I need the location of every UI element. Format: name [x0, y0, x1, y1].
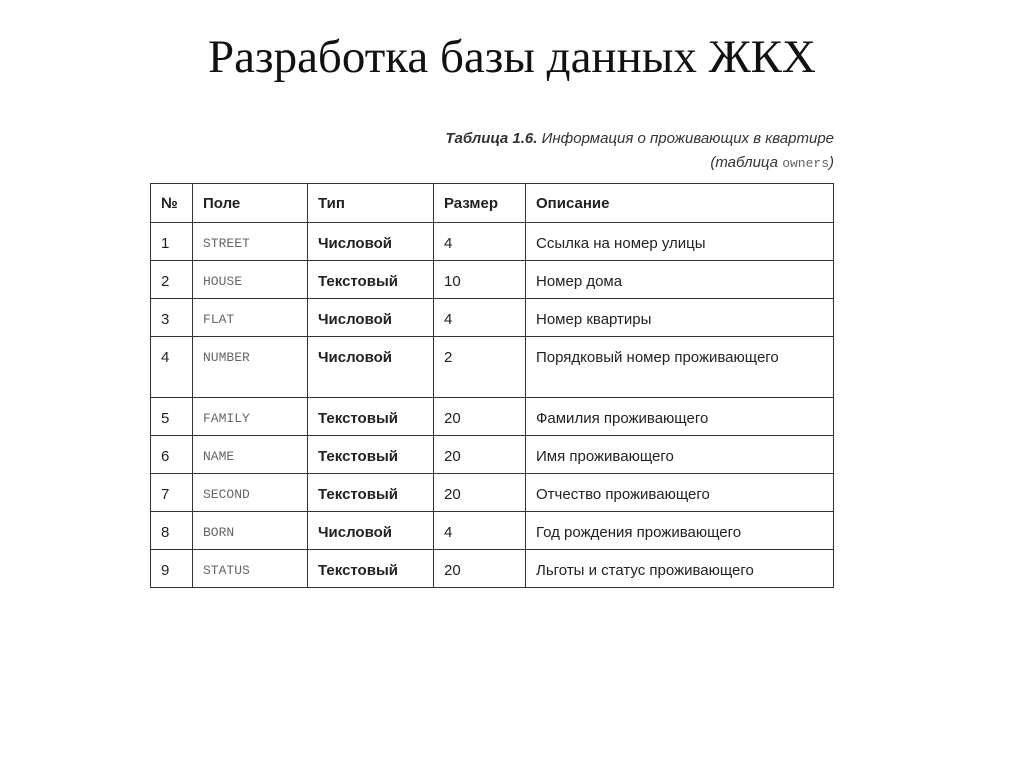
cell-field: FLAT [193, 299, 308, 337]
cell-desc: Номер дома [526, 261, 834, 299]
cell-size: 10 [434, 261, 526, 299]
cell-type: Текстовый [308, 550, 434, 588]
cell-size: 4 [434, 512, 526, 550]
cell-type: Текстовый [308, 474, 434, 512]
cell-num: 1 [151, 223, 193, 261]
table-row [151, 436, 834, 474]
cell-field: HOUSE [193, 261, 308, 299]
cell-num: 7 [151, 474, 193, 512]
cell-type: Числовой [308, 223, 434, 261]
cell-desc: Номер квартиры [526, 299, 834, 337]
cell-size: 4 [434, 223, 526, 261]
cell-field: STATUS [193, 550, 308, 588]
cell-size: 20 [434, 398, 526, 436]
cell-num: 9 [151, 550, 193, 588]
caption-label: Таблица 1.6. [445, 130, 538, 147]
cell-field: STREET [193, 223, 308, 261]
cell-field: BORN [193, 512, 308, 550]
cell-field: SECOND [193, 474, 308, 512]
table-row [151, 474, 834, 512]
table-row [151, 261, 834, 299]
cell-num: 8 [151, 512, 193, 550]
cell-num: 2 [151, 261, 193, 299]
cell-num: 4 [151, 337, 193, 398]
cell-num: 3 [151, 299, 193, 337]
cell-size: 2 [434, 337, 526, 398]
header-num: № [151, 184, 193, 223]
cell-field: NUMBER [193, 337, 308, 398]
cell-size: 20 [434, 550, 526, 588]
cell-num: 5 [151, 398, 193, 436]
cell-desc: Отчество проживающего [526, 474, 834, 512]
cell-field: FAMILY [193, 398, 308, 436]
caption-prefix: (таблица [710, 154, 779, 171]
caption-suffix: ) [829, 154, 834, 171]
cell-type: Текстовый [308, 398, 434, 436]
cell-desc: Порядковый номер проживающего [526, 337, 834, 398]
slide-title: Разработка базы данных ЖКХ [208, 31, 816, 83]
table-row [151, 337, 834, 398]
cell-desc: Имя проживающего [526, 436, 834, 474]
owners-table [150, 183, 834, 588]
cell-field: NAME [193, 436, 308, 474]
table-header-row [151, 184, 834, 223]
cell-type: Текстовый [308, 261, 434, 299]
cell-desc: Ссылка на номер улицы [526, 223, 834, 261]
header-type: Тип [308, 184, 434, 223]
table-caption [445, 127, 834, 176]
cell-type: Числовой [308, 337, 434, 398]
cell-size: 20 [434, 474, 526, 512]
table-row [151, 398, 834, 436]
cell-desc: Льготы и статус проживающего [526, 550, 834, 588]
table-row [151, 550, 834, 588]
cell-type: Числовой [308, 512, 434, 550]
caption-table-name: owners [782, 156, 829, 171]
cell-size: 4 [434, 299, 526, 337]
cell-type: Числовой [308, 299, 434, 337]
cell-type: Текстовый [308, 436, 434, 474]
header-field: Поле [193, 184, 308, 223]
table-row [151, 299, 834, 337]
header-desc: Описание [526, 184, 834, 223]
cell-desc: Фамилия проживающего [526, 398, 834, 436]
cell-num: 6 [151, 436, 193, 474]
table-row [151, 223, 834, 261]
cell-size: 20 [434, 436, 526, 474]
caption-text: Информация о проживающих в квартире [541, 130, 834, 147]
header-size: Размер [434, 184, 526, 223]
cell-desc: Год рождения проживающего [526, 512, 834, 550]
table-row [151, 512, 834, 550]
